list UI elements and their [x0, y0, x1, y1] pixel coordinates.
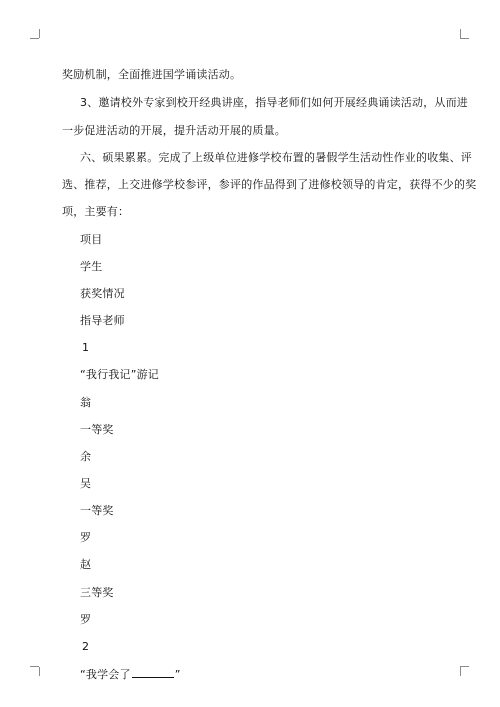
- paragraph-line: 项，主要有：: [62, 205, 130, 218]
- table-cell-text: 2: [82, 640, 90, 653]
- table-cell-text: 三等奖: [80, 586, 114, 599]
- table-cell-text: 余: [80, 450, 92, 463]
- paragraph-line: 选、推荐，上交进修学校参评，参评的作品得到了进修校领导的肯定，获得不少的奖: [62, 178, 477, 191]
- table-cell-text: 一等奖: [80, 423, 114, 436]
- table-cell-text: 吴: [80, 477, 92, 490]
- table-cell-text: 指导老师: [80, 314, 125, 327]
- crop-mark-bottom-right-h: [460, 666, 469, 667]
- table-cell-text: 获奖情况: [80, 287, 125, 300]
- crop-mark-top-left-h: [30, 38, 39, 39]
- table-cell-text: 项目: [80, 233, 103, 246]
- paragraph-line: 六、硕果累累。完成了上级单位进修学校布置的暑假学生活动性作业的收集、评: [80, 151, 472, 164]
- paragraph-line: 一步促进活动的开展，提升活动开展的质量。: [62, 124, 286, 137]
- table-cell-text: 学生: [80, 260, 103, 273]
- table-cell-text: 1: [82, 341, 90, 354]
- table-cell-text: 罗: [80, 531, 92, 544]
- crop-mark-bottom-right-v: [460, 667, 461, 676]
- crop-mark-top-right-v: [460, 29, 461, 38]
- table-cell-text: 一等奖: [80, 504, 114, 517]
- paragraph-line: 奖励机制，全面推进国学诵读活动。: [62, 68, 242, 81]
- paragraph-line: 3、邀请校外专家到校开经典讲座，指导老师们如何开展经典诵读活动，从而进: [80, 96, 468, 109]
- crop-mark-bottom-left-v: [39, 667, 40, 676]
- crop-mark-top-left-v: [39, 29, 40, 38]
- fill-in-blank: [132, 667, 174, 678]
- last-line-suffix: ”: [174, 668, 181, 681]
- table-cell-text: “我行我记”游记: [80, 368, 159, 381]
- crop-mark-bottom-left-h: [30, 666, 39, 667]
- table-cell-text: 罗: [80, 613, 92, 626]
- crop-mark-top-right-h: [460, 38, 469, 39]
- table-cell-text: 翁: [80, 396, 92, 409]
- table-cell-text: 赵: [80, 558, 92, 571]
- last-line-prefix: “我学会了: [80, 668, 131, 681]
- table-cell-text-with-blank: [80, 667, 181, 682]
